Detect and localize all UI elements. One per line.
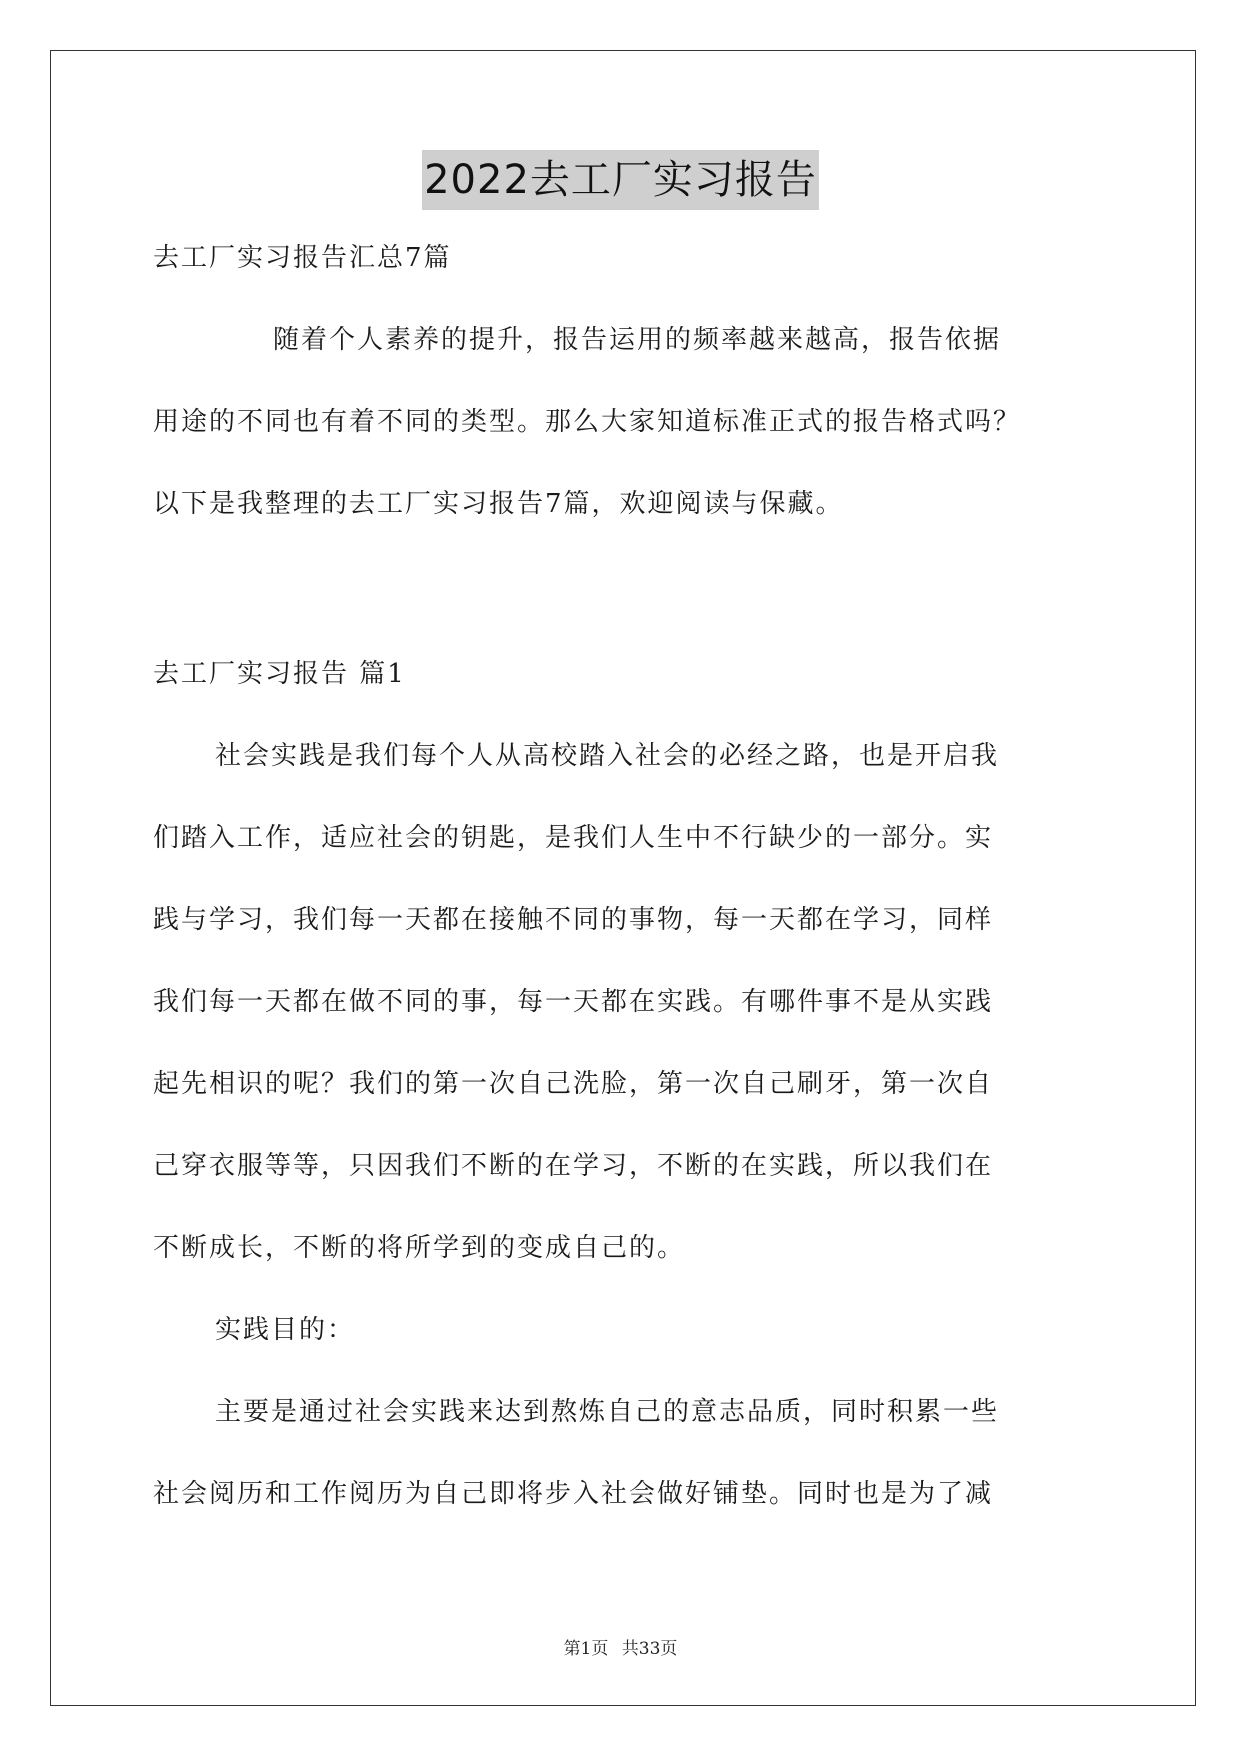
page-number: 第1页 (563, 1639, 609, 1659)
purpose-line: 社会阅历和工作阅历为自己即将步入社会做好铺垫。同时也是为了减 (153, 1479, 994, 1509)
title-wrap (0, 150, 1241, 210)
document-subtitle: 去工厂实习报告汇总7篇 (153, 243, 452, 273)
body-line: 们踏入工作，适应社会的钥匙，是我们人生中不行缺少的一部分。实 (153, 823, 994, 853)
page-total: 共33页 (621, 1639, 678, 1659)
body-line: 社会实践是我们每个人从高校踏入社会的必经之路，也是开启我 (215, 741, 1000, 771)
intro-line: 随着个人素养的提升，报告运用的频率越来越高，报告依据 (273, 325, 1002, 355)
body-line: 己穿衣服等等，只因我们不断的在学习，不断的在实践，所以我们在 (153, 1151, 994, 1181)
spacer (153, 566, 1093, 654)
document-title: 2022去工厂实习报告 (422, 150, 819, 210)
intro-line: 用途的不同也有着不同的类型。那么大家知道标准正式的报告格式吗？ (153, 407, 1022, 437)
document-body (153, 238, 1093, 1556)
purpose-heading: 实践目的： (215, 1315, 356, 1345)
purpose-line: 主要是通过社会实践来达到熬炼自己的意志品质，同时积累一些 (215, 1397, 1000, 1427)
section-heading: 去工厂实习报告 篇1 (153, 659, 406, 689)
body-line: 我们每一天都在做不同的事，每一天都在实践。有哪件事不是从实践 (153, 987, 994, 1017)
page-footer (0, 1634, 1241, 1659)
body-line: 起先相识的呢？我们的第一次自己洗脸，第一次自己刷牙，第一次自 (153, 1069, 994, 1099)
intro-line: 以下是我整理的去工厂实习报告7篇，欢迎阅读与保藏。 (153, 489, 844, 519)
body-line: 不断成长，不断的将所学到的变成自己的。 (153, 1233, 686, 1263)
body-line: 践与学习，我们每一天都在接触不同的事物，每一天都在学习，同样 (153, 905, 994, 935)
